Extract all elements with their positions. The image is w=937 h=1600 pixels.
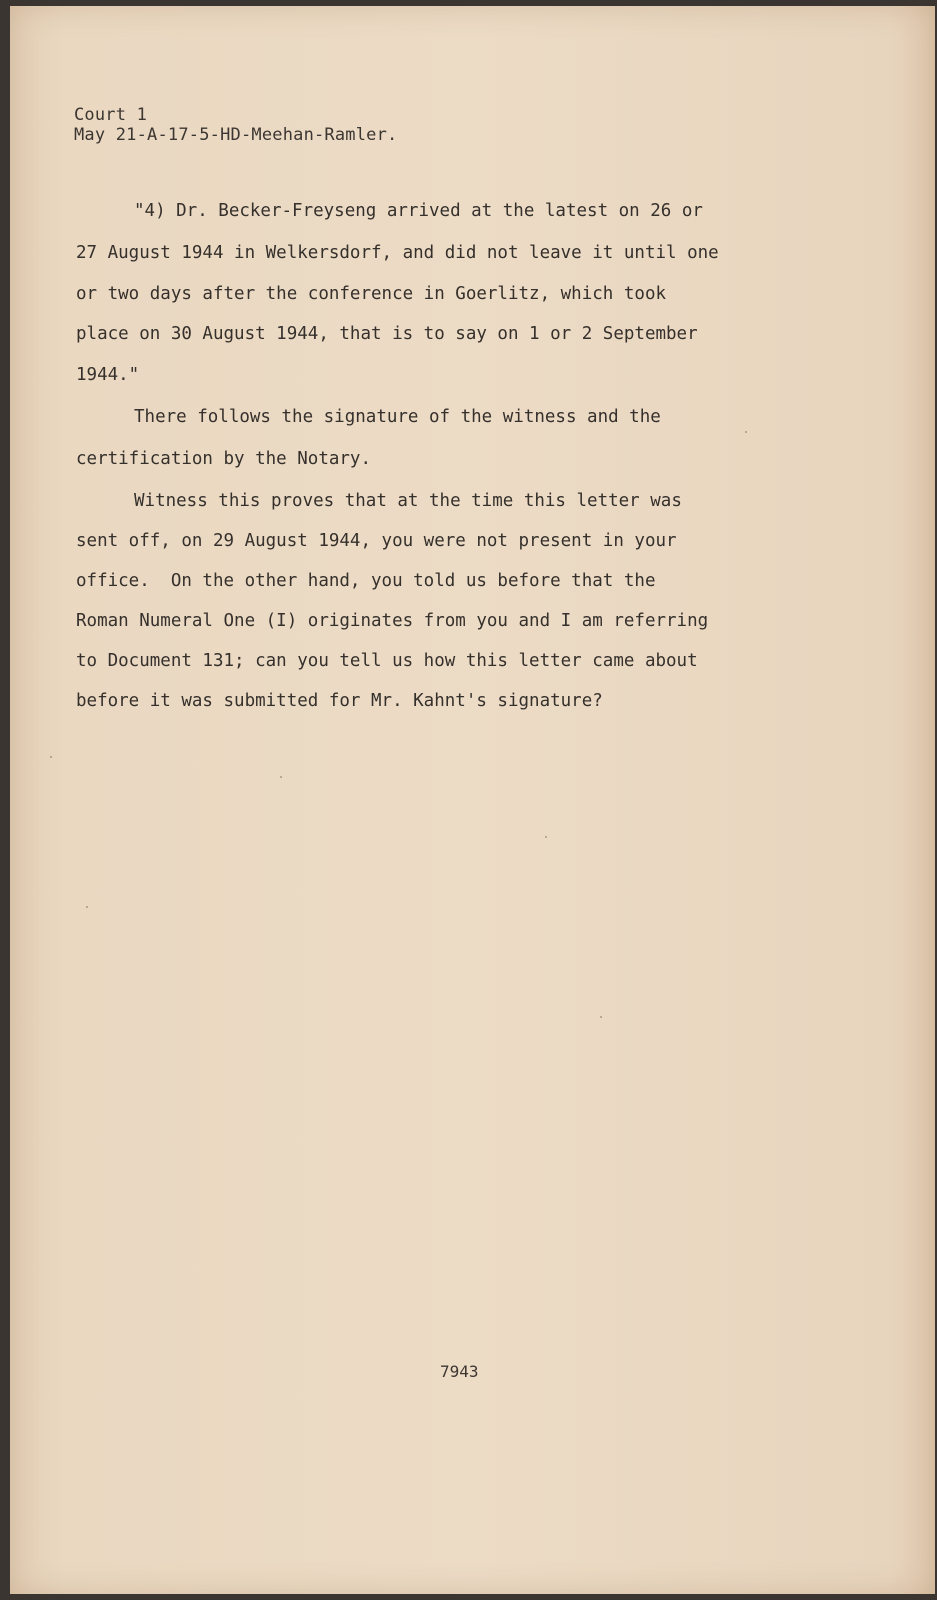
paper-speck [600, 1016, 602, 1018]
paper-speck [745, 431, 747, 433]
paragraph-2-line-1: There follows the signature of the witness and the [134, 407, 661, 427]
paragraph-1-line-2: 27 August 1944 in Welkersdorf, and did not leave it until one [76, 243, 719, 263]
paragraph-1-line-3: or two days after the conference in Goerlitz, which took [76, 284, 667, 304]
paragraph-1-line-5: 1944." [76, 365, 140, 385]
reference-code: May 21-A-17-5-HD-Meehan-Ramler. [74, 125, 398, 145]
paper-speck [86, 906, 88, 908]
paragraph-1-line-1: "4) Dr. Becker-Freyseng arrived at the latest on 26 or [134, 201, 703, 221]
document-page [10, 6, 935, 1594]
court-label: Court 1 [74, 105, 148, 125]
paragraph-3-line-6: before it was submitted for Mr. Kahnt's signature? [76, 691, 603, 711]
paragraph-2-line-2: certification by the Notary. [76, 449, 372, 469]
paragraph-3-line-4: Roman Numeral One (I) originates from you and I am referring [76, 611, 709, 631]
document-header [74, 105, 397, 145]
paper-speck [280, 776, 282, 778]
paper-speck [545, 836, 547, 838]
paragraph-3-line-2: sent off, on 29 August 1944, you were not present in your [76, 531, 677, 551]
paragraph-3-line-3: office. On the other hand, you told us before that the [76, 571, 656, 591]
paper-speck [50, 756, 52, 758]
page-number: 7943 [440, 1362, 479, 1381]
paragraph-1-line-4: place on 30 August 1944, that is to say on 1 or 2 September [76, 324, 698, 344]
paragraph-3-line-5: to Document 131; can you tell us how this letter came about [76, 651, 698, 671]
paragraph-3-line-1: Witness this proves that at the time this letter was [134, 491, 682, 511]
